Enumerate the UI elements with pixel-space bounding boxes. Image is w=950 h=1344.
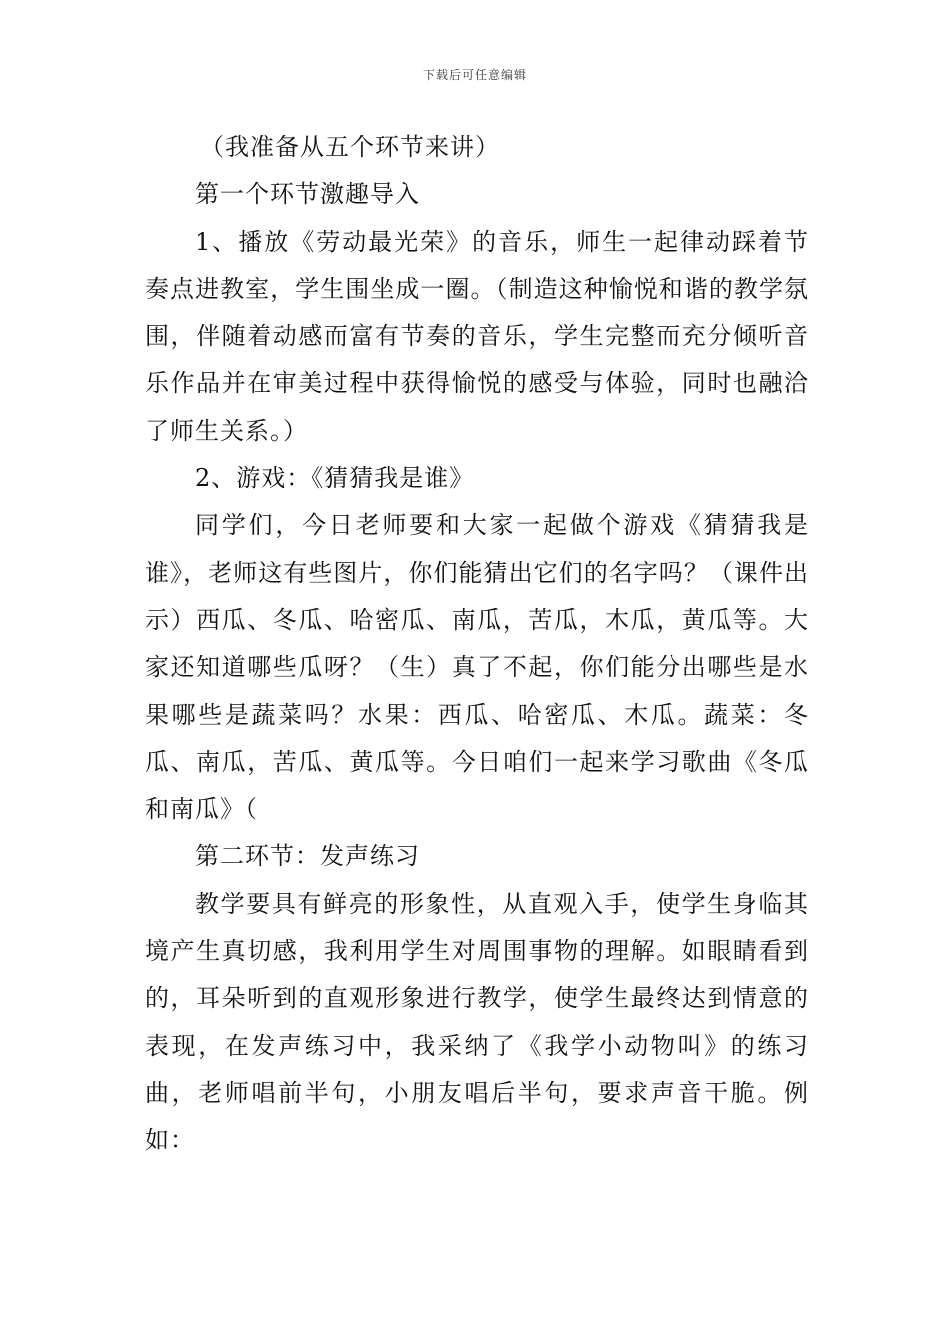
section-heading-2: 第二环节：发声练习	[195, 842, 420, 871]
document-body	[145, 124, 809, 1165]
paragraph-vocal-practice: 教学要具有鲜亮的形象性，从直观入手，使学生身临其境产生真切感，我利用学生对周围事物的理解。如眼睛看到的，耳朵听到的直观形象进行教学，使学生最终达到情意的表现，在发声练习中，我采纳了《我学小动物叫》的练习曲，老师唱前半句，小朋友唱后半句，要求声音干脆。例如：	[145, 889, 809, 1155]
paragraph-intro: （我准备从五个环节来讲）	[200, 133, 500, 161]
paragraph-music: 1、播放《劳动最光荣》的音乐，师生一起律动踩着节奏点进教室，学生围坐成一圈。（制造这种愉悦和谐的教学氛围，伴随着动感而富有节奏的音乐，学生完整而充分倾听音乐作品并在审美过程中获得愉悦的感受与体验，同时也融洽了师生关系。）	[145, 227, 809, 445]
page-header: 下载后可任意编辑	[422, 68, 527, 82]
paragraph-game: 同学们，今日老师要和大家一起做个游戏《猜猜我是谁》，老师这有些图片，你们能猜出它们的名字吗？（课件出示）西瓜、冬瓜、哈密瓜、南瓜，苦瓜，木瓜，黄瓜等。大家还知道哪些瓜呀？（生）真了不起，你们能分出哪些是水果哪些是蔬菜吗？水果：西瓜、哈密瓜、木瓜。蔬菜：冬瓜、南瓜，苦瓜、黄瓜等。今日咱们一起来学习歌曲《冬瓜和南瓜》（	[145, 511, 809, 824]
paragraph-game-title: 2、游戏：《猜猜我是谁》	[195, 464, 475, 493]
section-heading-1: 第一个环节激趣导入	[195, 180, 420, 209]
